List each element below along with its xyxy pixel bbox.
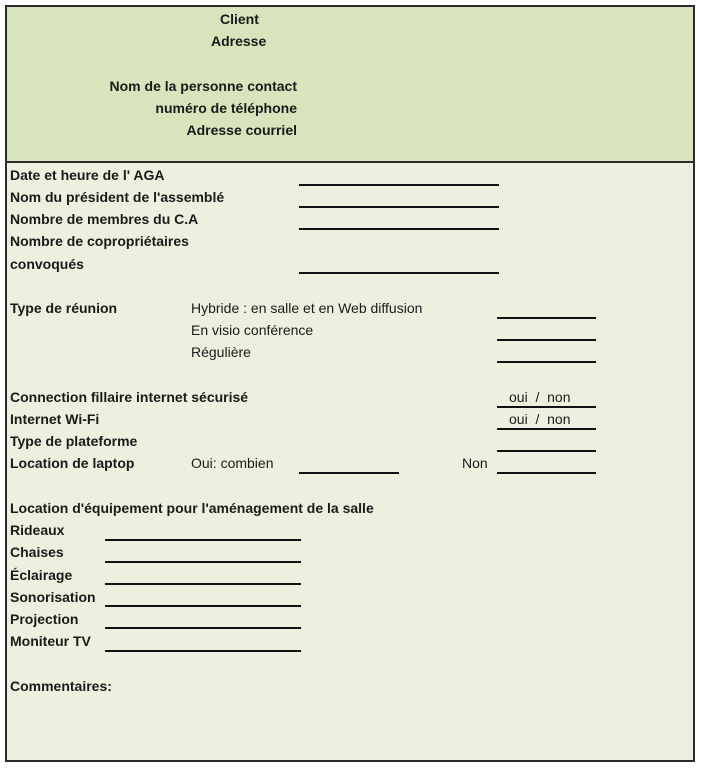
laptop-no-label: Non	[462, 455, 488, 471]
wired-internet-label: Connection fillaire internet sécurisé	[10, 389, 249, 405]
phone-label: numéro de téléphone	[155, 100, 297, 116]
client-info-header	[7, 7, 693, 163]
hybrid-field[interactable]	[497, 317, 596, 319]
visio-field[interactable]	[497, 339, 596, 341]
laptop-label: Location de laptop	[10, 455, 135, 471]
aga-date-field[interactable]	[299, 184, 499, 186]
wifi-value[interactable]: oui / non	[509, 411, 571, 427]
equipment-item-chairs: Chaises	[10, 544, 64, 560]
client-label: Client	[220, 11, 259, 27]
platform-field[interactable]	[497, 450, 596, 452]
curtains-field[interactable]	[105, 539, 301, 541]
aga-request-form	[5, 5, 695, 762]
equipment-item-projection: Projection	[10, 611, 79, 627]
lighting-field[interactable]	[105, 583, 301, 585]
tv-monitor-field[interactable]	[105, 650, 301, 652]
projection-field[interactable]	[105, 627, 301, 629]
chairs-field[interactable]	[105, 561, 301, 563]
address-label: Adresse	[211, 33, 267, 49]
meeting-type-regular: Régulière	[191, 344, 251, 360]
equipment-title: Location d'équipement pour l'aménagement de la salle	[10, 500, 374, 516]
wifi-field[interactable]	[497, 428, 596, 430]
laptop-no-field[interactable]	[497, 472, 596, 474]
equipment-item-tv-monitor: Moniteur TV	[10, 633, 91, 649]
meeting-type-visio: En visio conférence	[191, 322, 314, 338]
contact-name-label: Nom de la personne contact	[109, 78, 297, 94]
meeting-type-hybrid: Hybride : en salle et en Web diffusion	[191, 300, 423, 316]
president-label: Nom du président de l'assemblé	[10, 189, 225, 205]
equipment-item-curtains: Rideaux	[10, 522, 65, 538]
board-members-label: Nombre de membres du C.A	[10, 211, 199, 227]
president-field[interactable]	[299, 206, 499, 208]
owners-field[interactable]	[299, 272, 499, 274]
wired-internet-field[interactable]	[497, 406, 596, 408]
meeting-type-label: Type de réunion	[10, 300, 118, 316]
comments-label: Commentaires:	[10, 678, 112, 694]
sound-field[interactable]	[105, 605, 301, 607]
aga-date-label: Date et heure de l' AGA	[10, 167, 165, 183]
equipment-item-lighting: Éclairage	[10, 567, 73, 583]
wired-internet-value[interactable]: oui / non	[509, 389, 571, 405]
platform-label: Type de plateforme	[10, 433, 138, 449]
comments-area[interactable]	[10, 699, 686, 755]
board-members-field[interactable]	[299, 228, 499, 230]
equipment-item-sound: Sonorisation	[10, 589, 96, 605]
owners-label-line2: convoqués	[10, 256, 84, 272]
owners-label-line1: Nombre de copropriétaires	[10, 233, 189, 249]
wifi-label: Internet Wi-Fi	[10, 411, 100, 427]
email-label: Adresse courriel	[186, 122, 297, 138]
laptop-yes-label: Oui: combien	[191, 455, 274, 471]
laptop-count-field[interactable]	[299, 472, 399, 474]
regular-field[interactable]	[497, 361, 596, 363]
